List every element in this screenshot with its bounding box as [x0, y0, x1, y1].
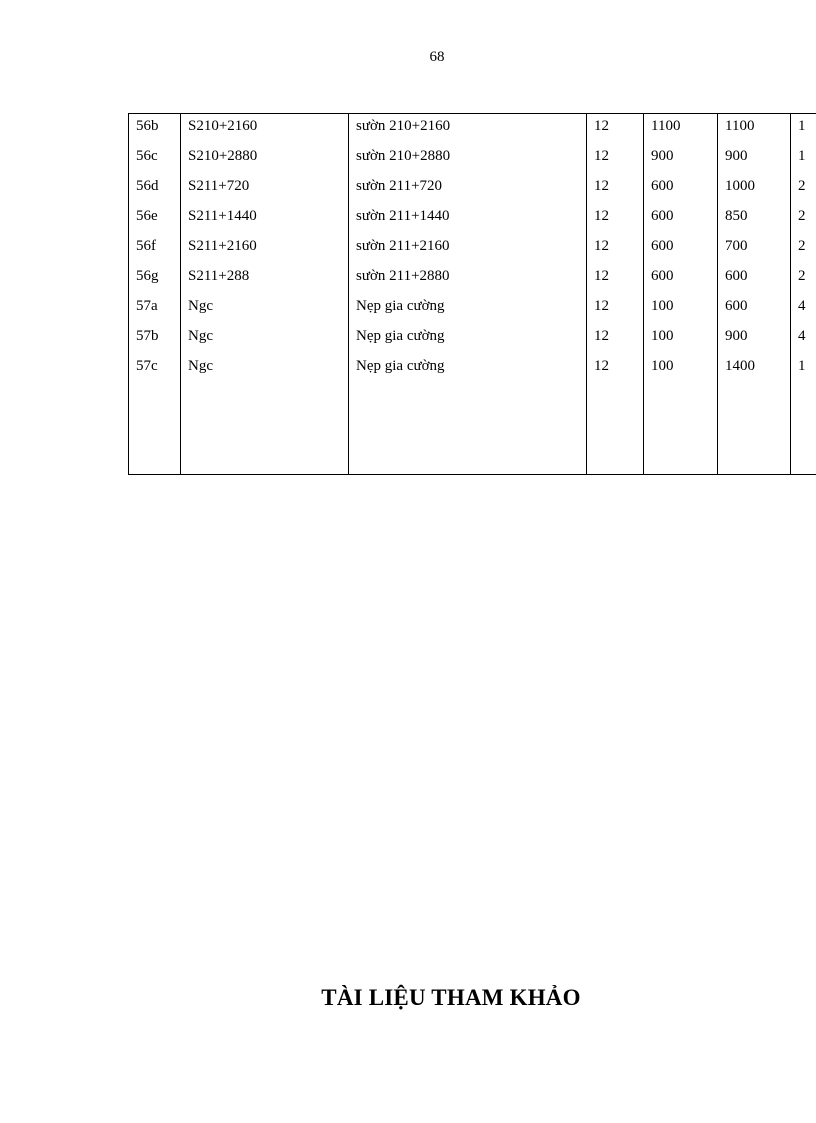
cell-item-no: 57a	[129, 294, 181, 324]
cell-quantity: 1	[791, 354, 816, 384]
empty-cell	[718, 384, 791, 475]
cell-quantity: 2	[791, 234, 816, 264]
cell-quantity: 1	[791, 144, 816, 174]
cell-length: 900	[718, 144, 791, 174]
cell-code: S211+288	[181, 264, 349, 294]
table-row	[129, 324, 816, 354]
cell-description: sườn 211+2160	[349, 234, 587, 264]
cell-quantity: 2	[791, 204, 816, 234]
cell-thickness: 12	[587, 174, 644, 204]
cell-thickness: 12	[587, 324, 644, 354]
table-row	[129, 204, 816, 234]
empty-cell	[791, 384, 816, 475]
cell-code: S210+2160	[181, 114, 349, 145]
cell-description: sườn 211+720	[349, 174, 587, 204]
cell-width: 600	[644, 264, 718, 294]
parts-table	[128, 113, 816, 475]
cell-code: S211+1440	[181, 204, 349, 234]
table-row	[129, 354, 816, 384]
table-row	[129, 294, 816, 324]
table-row	[129, 264, 816, 294]
cell-length: 700	[718, 234, 791, 264]
cell-description: Nẹp gia cường	[349, 324, 587, 354]
table-row	[129, 144, 816, 174]
cell-length: 1000	[718, 174, 791, 204]
table-row	[129, 234, 816, 264]
cell-item-no: 56e	[129, 204, 181, 234]
cell-quantity: 2	[791, 264, 816, 294]
cell-thickness: 12	[587, 204, 644, 234]
cell-description: sườn 210+2160	[349, 114, 587, 145]
cell-quantity: 1	[791, 114, 816, 145]
table-row	[129, 174, 816, 204]
cell-quantity: 4	[791, 324, 816, 354]
cell-description: sườn 211+1440	[349, 204, 587, 234]
table-row	[129, 114, 816, 145]
cell-description: Nẹp gia cường	[349, 294, 587, 324]
cell-length: 600	[718, 294, 791, 324]
cell-item-no: 56b	[129, 114, 181, 145]
table-filler-row	[129, 384, 816, 475]
empty-cell	[644, 384, 718, 475]
cell-width: 600	[644, 204, 718, 234]
empty-cell	[349, 384, 587, 475]
cell-length: 1400	[718, 354, 791, 384]
cell-quantity: 2	[791, 174, 816, 204]
cell-code: Ngc	[181, 324, 349, 354]
cell-code: S211+720	[181, 174, 349, 204]
cell-length: 850	[718, 204, 791, 234]
cell-item-no: 56c	[129, 144, 181, 174]
parts-table-body	[129, 114, 816, 475]
cell-width: 900	[644, 144, 718, 174]
cell-width: 100	[644, 294, 718, 324]
cell-width: 1100	[644, 114, 718, 145]
empty-cell	[129, 384, 181, 475]
empty-cell	[181, 384, 349, 475]
empty-cell	[587, 384, 644, 475]
cell-thickness: 12	[587, 144, 644, 174]
cell-item-no: 56d	[129, 174, 181, 204]
cell-width: 100	[644, 354, 718, 384]
cell-item-no: 56g	[129, 264, 181, 294]
cell-code: S210+2880	[181, 144, 349, 174]
page-number: 68	[429, 49, 445, 65]
cell-description: Nẹp gia cường	[349, 354, 587, 384]
cell-thickness: 12	[587, 354, 644, 384]
cell-thickness: 12	[587, 114, 644, 145]
parts-table-container	[128, 113, 806, 475]
cell-description: sườn 210+2880	[349, 144, 587, 174]
cell-thickness: 12	[587, 294, 644, 324]
cell-code: Ngc	[181, 294, 349, 324]
cell-code: S211+2160	[181, 234, 349, 264]
cell-thickness: 12	[587, 234, 644, 264]
references-heading: TÀI LIỆU THAM KHẢO	[321, 985, 581, 1010]
cell-width: 100	[644, 324, 718, 354]
cell-quantity: 4	[791, 294, 816, 324]
cell-width: 600	[644, 234, 718, 264]
cell-item-no: 57b	[129, 324, 181, 354]
cell-code: Ngc	[181, 354, 349, 384]
cell-length: 900	[718, 324, 791, 354]
cell-width: 600	[644, 174, 718, 204]
cell-length: 1100	[718, 114, 791, 145]
cell-item-no: 57c	[129, 354, 181, 384]
cell-thickness: 12	[587, 264, 644, 294]
cell-description: sườn 211+2880	[349, 264, 587, 294]
cell-length: 600	[718, 264, 791, 294]
cell-item-no: 56f	[129, 234, 181, 264]
